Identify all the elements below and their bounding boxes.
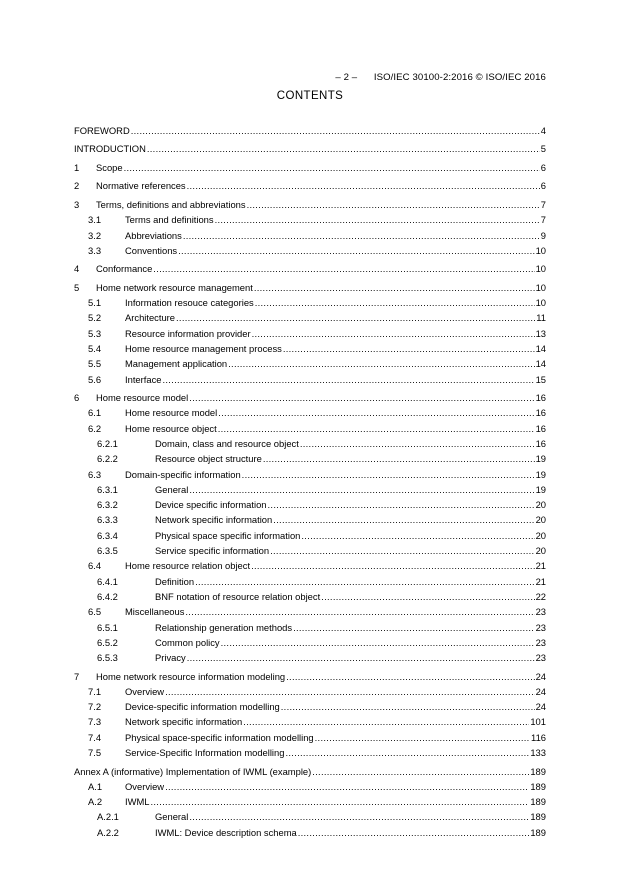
toc-entry-title: Home resource model bbox=[96, 392, 189, 404]
toc-entry[interactable] bbox=[74, 197, 546, 212]
dot-leader bbox=[187, 650, 535, 665]
toc-entry[interactable] bbox=[74, 543, 546, 558]
toc-entry[interactable] bbox=[74, 620, 546, 635]
toc-entry-page: 19 bbox=[535, 468, 546, 480]
toc-entry[interactable] bbox=[74, 512, 546, 527]
toc-entry-number: 6.1 bbox=[88, 407, 102, 419]
dot-leader bbox=[221, 635, 535, 650]
toc-entry[interactable] bbox=[74, 372, 546, 387]
toc-entry-page: 16 bbox=[535, 422, 546, 434]
toc-entry[interactable] bbox=[74, 699, 546, 714]
toc-entry-number: A.2.1 bbox=[97, 811, 119, 823]
toc-entry-page: 189 bbox=[530, 826, 546, 838]
toc-entry[interactable] bbox=[74, 794, 546, 809]
header-document-id: ISO/IEC 30100-2:2016 © ISO/IEC 2016 bbox=[373, 72, 546, 83]
dot-leader bbox=[242, 467, 535, 482]
toc-entry[interactable] bbox=[74, 243, 546, 258]
table-of-contents bbox=[74, 123, 546, 840]
toc-entry-page: 101 bbox=[530, 716, 546, 728]
toc-entry-page: 9 bbox=[540, 229, 546, 241]
toc-entry[interactable] bbox=[74, 436, 546, 451]
toc-entry-title: Conformance bbox=[96, 263, 153, 275]
toc-entry-number: 7.3 bbox=[88, 716, 102, 728]
toc-entry-page: 6 bbox=[540, 161, 546, 173]
toc-entry-title: Normative references bbox=[96, 180, 186, 192]
dot-leader bbox=[189, 390, 534, 405]
toc-entry-number: 5.5 bbox=[88, 358, 102, 370]
toc-entry-number: 6.3.2 bbox=[97, 499, 118, 511]
toc-entry[interactable] bbox=[74, 589, 546, 604]
dot-leader bbox=[300, 436, 535, 451]
toc-entry-number: A.2 bbox=[88, 796, 103, 808]
toc-entry-title: Domain-specific information bbox=[125, 468, 241, 480]
toc-entry-number: 3 bbox=[74, 198, 80, 210]
toc-entry[interactable] bbox=[74, 280, 546, 295]
dot-leader bbox=[218, 421, 535, 436]
toc-entry[interactable] bbox=[74, 528, 546, 543]
toc-entry-number: 6.3 bbox=[88, 468, 102, 480]
toc-entry-title: Annex A (informative) Implementation of IWML (example) bbox=[74, 765, 312, 777]
toc-entry[interactable] bbox=[74, 825, 546, 840]
toc-entry[interactable] bbox=[74, 650, 546, 665]
toc-entry[interactable] bbox=[74, 295, 546, 310]
toc-entry[interactable] bbox=[74, 497, 546, 512]
toc-entry-page: 10 bbox=[535, 297, 546, 309]
toc-entry-number: 5.4 bbox=[88, 342, 102, 354]
toc-entry-page: 21 bbox=[535, 560, 546, 572]
dot-leader bbox=[243, 714, 529, 729]
toc-entry-title: Service-Specific Information modelling bbox=[125, 747, 285, 759]
toc-entry-title: Network specific information bbox=[125, 716, 243, 728]
toc-entry[interactable] bbox=[74, 574, 546, 589]
toc-entry[interactable] bbox=[74, 160, 546, 175]
toc-entry-number: 6.4.1 bbox=[97, 575, 118, 587]
toc-entry-number: 6.3.1 bbox=[97, 483, 118, 495]
toc-entry-title: Terms, definitions and abbreviations bbox=[96, 198, 246, 210]
toc-entry-page: 15 bbox=[535, 373, 546, 385]
toc-entry[interactable] bbox=[74, 482, 546, 497]
dot-leader bbox=[285, 745, 529, 760]
toc-entry-title: Conventions bbox=[125, 244, 178, 256]
toc-entry-number: 5.1 bbox=[88, 297, 102, 309]
toc-entry-page: 23 bbox=[535, 606, 546, 618]
dot-leader bbox=[301, 528, 534, 543]
dot-leader bbox=[286, 669, 534, 684]
toc-entry-page: 4 bbox=[540, 125, 546, 136]
toc-entry[interactable] bbox=[74, 421, 546, 436]
dot-leader bbox=[255, 295, 535, 310]
dot-leader bbox=[147, 141, 540, 156]
toc-entry-title: Home resource object bbox=[125, 422, 217, 434]
dot-leader bbox=[228, 356, 534, 371]
toc-entry-title: Common policy bbox=[155, 636, 220, 648]
toc-entry[interactable] bbox=[74, 178, 546, 193]
toc-entry-title: Miscellaneous bbox=[125, 606, 185, 618]
toc-entry-page: 11 bbox=[536, 312, 546, 324]
toc-entry-page: 20 bbox=[535, 514, 546, 526]
toc-entry[interactable] bbox=[74, 310, 546, 325]
dot-leader bbox=[178, 243, 534, 258]
dot-leader bbox=[254, 280, 535, 295]
toc-entry-page: 133 bbox=[530, 747, 546, 759]
toc-entry-page: 21 bbox=[535, 575, 546, 587]
toc-entry-page: 7 bbox=[540, 214, 546, 226]
toc-entry-page: 20 bbox=[535, 499, 546, 511]
toc-entry-page: 5 bbox=[540, 143, 546, 155]
toc-entry[interactable] bbox=[74, 228, 546, 243]
toc-entry-number: 7.4 bbox=[88, 731, 102, 743]
toc-entry-page: 10 bbox=[535, 263, 546, 275]
toc-entry-title: Home network resource management bbox=[96, 281, 253, 293]
toc-entry-title: Overview bbox=[125, 780, 165, 792]
dot-leader bbox=[273, 512, 534, 527]
toc-entry-title: IWML: Device description schema bbox=[155, 826, 297, 838]
toc-entry-number: A.2.2 bbox=[97, 826, 119, 838]
toc-entry-title: Resource object structure bbox=[155, 453, 262, 465]
toc-entry[interactable] bbox=[74, 341, 546, 356]
toc-entry-page: 20 bbox=[535, 545, 546, 557]
toc-entry-title: General bbox=[155, 811, 189, 823]
toc-entry-number: 6.2.1 bbox=[97, 437, 118, 449]
toc-entry-page: 189 bbox=[530, 780, 546, 792]
dot-leader bbox=[189, 809, 529, 824]
toc-entry-number: 6.4.2 bbox=[97, 590, 118, 602]
toc-entry-title: Home resource relation object bbox=[125, 560, 251, 572]
toc-entry[interactable] bbox=[74, 809, 546, 824]
toc-entry-page: 16 bbox=[535, 407, 546, 419]
dot-leader bbox=[131, 123, 540, 138]
toc-entry-page: 13 bbox=[535, 327, 546, 339]
toc-entry-title: Definition bbox=[155, 575, 195, 587]
toc-entry-page: 14 bbox=[535, 358, 546, 370]
toc-entry-page: 14 bbox=[535, 342, 546, 354]
toc-entry-page: 19 bbox=[535, 483, 546, 495]
toc-entry-number: 6.2 bbox=[88, 422, 102, 434]
dot-leader bbox=[185, 604, 534, 619]
toc-entry-number: 6.5.1 bbox=[97, 621, 118, 633]
toc-entry-number: 6.5.2 bbox=[97, 636, 118, 648]
toc-entry[interactable] bbox=[74, 467, 546, 482]
toc-entry-page: 189 bbox=[530, 811, 546, 823]
toc-entry-number: 5.3 bbox=[88, 327, 102, 339]
toc-entry-page: 24 bbox=[535, 685, 546, 697]
toc-entry-page: 24 bbox=[535, 670, 546, 682]
toc-entry-page: 23 bbox=[535, 636, 546, 648]
dot-leader bbox=[124, 160, 540, 175]
toc-entry-title: Device-specific information modelling bbox=[125, 701, 280, 713]
toc-entry-title: Service specific information bbox=[155, 545, 270, 557]
toc-entry[interactable] bbox=[74, 684, 546, 699]
toc-entry-page: 189 bbox=[530, 765, 546, 777]
toc-entry-number: 7.2 bbox=[88, 701, 102, 713]
dot-leader bbox=[315, 730, 530, 745]
toc-entry-number: 6.4 bbox=[88, 560, 102, 572]
toc-entry-page: 19 bbox=[535, 453, 546, 465]
toc-entry-title: Terms and definitions bbox=[125, 214, 214, 226]
dot-leader bbox=[195, 574, 534, 589]
toc-entry-title: Network specific information bbox=[155, 514, 273, 526]
toc-entry[interactable] bbox=[74, 390, 546, 405]
toc-entry[interactable] bbox=[74, 212, 546, 227]
toc-entry-page: 24 bbox=[535, 701, 546, 713]
toc-entry-title: Home resource management process bbox=[125, 342, 282, 354]
toc-entry[interactable] bbox=[74, 745, 546, 760]
toc-entry-number: 3.2 bbox=[88, 229, 102, 241]
toc-entry-title: Device specific information bbox=[155, 499, 267, 511]
toc-entry[interactable] bbox=[74, 451, 546, 466]
toc-entry-page: 189 bbox=[530, 796, 546, 808]
header-page-number: – 2 – bbox=[335, 72, 358, 83]
toc-entry[interactable] bbox=[74, 326, 546, 341]
toc-entry-title: FOREWORD bbox=[74, 125, 130, 136]
dot-leader bbox=[150, 794, 529, 809]
dot-leader bbox=[165, 684, 534, 699]
toc-entry[interactable] bbox=[74, 356, 546, 371]
toc-entry[interactable] bbox=[74, 604, 546, 619]
toc-entry[interactable] bbox=[74, 764, 546, 779]
toc-entry-title: Overview bbox=[125, 685, 165, 697]
toc-entry-title: Home network resource information modeling bbox=[96, 670, 286, 682]
dot-leader bbox=[251, 558, 535, 573]
toc-entry-page: 16 bbox=[535, 437, 546, 449]
toc-entry-page: 23 bbox=[535, 652, 546, 664]
toc-entry-number: 1 bbox=[74, 161, 80, 173]
toc-entry-title: General bbox=[155, 483, 189, 495]
dot-leader bbox=[187, 178, 540, 193]
toc-entry-number: 6.3.5 bbox=[97, 545, 118, 557]
toc-entry[interactable] bbox=[74, 779, 546, 794]
dot-leader bbox=[263, 451, 535, 466]
toc-entry[interactable] bbox=[74, 141, 546, 156]
dot-leader bbox=[153, 261, 534, 276]
toc-entry-title: BNF notation of resource relation object bbox=[155, 590, 321, 602]
toc-entry-number: 6.3.3 bbox=[97, 514, 118, 526]
dot-leader bbox=[268, 497, 535, 512]
dot-leader bbox=[281, 699, 535, 714]
toc-entry-page: 6 bbox=[540, 180, 546, 192]
dot-leader bbox=[312, 764, 529, 779]
toc-entry-number: 6.5.3 bbox=[97, 652, 118, 664]
toc-entry-number: 6.2.2 bbox=[97, 453, 118, 465]
toc-entry-number: 5 bbox=[74, 281, 80, 293]
toc-entry-number: 5.6 bbox=[88, 373, 102, 385]
toc-entry-number: 2 bbox=[74, 180, 80, 192]
dot-leader bbox=[215, 212, 540, 227]
toc-entry[interactable] bbox=[74, 730, 546, 745]
toc-entry-number: 7.5 bbox=[88, 747, 102, 759]
toc-entry-number: 6 bbox=[74, 392, 80, 404]
dot-leader bbox=[298, 825, 530, 840]
toc-entry-number: A.1 bbox=[88, 780, 103, 792]
toc-entry-page: 10 bbox=[535, 281, 546, 293]
toc-entry-page: 20 bbox=[535, 529, 546, 541]
toc-entry-title: Management application bbox=[125, 358, 228, 370]
toc-entry[interactable] bbox=[74, 261, 546, 276]
dot-leader bbox=[247, 197, 540, 212]
toc-entry-title: Relationship generation methods bbox=[155, 621, 293, 633]
dot-leader bbox=[183, 228, 540, 243]
dot-leader bbox=[283, 341, 535, 356]
dot-leader bbox=[176, 310, 535, 325]
toc-entry-page: 10 bbox=[535, 244, 546, 256]
toc-entry-number: 5.2 bbox=[88, 312, 102, 324]
toc-entry[interactable] bbox=[74, 123, 546, 138]
toc-entry-title: Resource information provider bbox=[125, 327, 251, 339]
toc-entry[interactable] bbox=[74, 669, 546, 684]
toc-entry-number: 3.3 bbox=[88, 244, 102, 256]
toc-entry-title: Scope bbox=[96, 161, 123, 173]
dot-leader bbox=[189, 482, 534, 497]
dot-leader bbox=[321, 589, 534, 604]
dot-leader bbox=[252, 326, 535, 341]
dot-leader bbox=[162, 372, 534, 387]
toc-entry-page: 23 bbox=[535, 621, 546, 633]
toc-entry-number: 4 bbox=[74, 263, 80, 275]
toc-entry-title: Architecture bbox=[125, 312, 176, 324]
toc-entry-page: 22 bbox=[535, 590, 546, 602]
toc-entry-title: Abbreviations bbox=[125, 229, 182, 241]
toc-entry-page: 116 bbox=[531, 731, 546, 743]
toc-entry[interactable] bbox=[74, 558, 546, 573]
dot-leader bbox=[293, 620, 534, 635]
toc-entry-title: Home resource model bbox=[125, 407, 218, 419]
toc-entry-number: 7 bbox=[74, 670, 80, 682]
toc-entry-title: Physical space-specific information modelling bbox=[125, 731, 314, 743]
dot-leader bbox=[165, 779, 529, 794]
dot-leader bbox=[270, 543, 534, 558]
toc-entry-number: 6.5 bbox=[88, 606, 102, 618]
toc-entry[interactable] bbox=[74, 714, 546, 729]
toc-entry[interactable] bbox=[74, 635, 546, 650]
toc-entry-title: IWML bbox=[125, 796, 150, 808]
dot-leader bbox=[218, 405, 534, 420]
toc-entry-title: Information resouce categories bbox=[125, 297, 254, 309]
toc-entry[interactable] bbox=[74, 405, 546, 420]
toc-entry-number: 7.1 bbox=[88, 685, 102, 697]
toc-entry-title: Privacy bbox=[155, 652, 186, 664]
toc-entry-number: 6.3.4 bbox=[97, 529, 118, 541]
toc-entry-title: Domain, class and resource object bbox=[155, 437, 299, 449]
toc-entry-page: 7 bbox=[540, 198, 546, 210]
toc-entry-title: Interface bbox=[125, 373, 162, 385]
page-header bbox=[330, 61, 546, 83]
contents-title: CONTENTS bbox=[276, 90, 344, 102]
toc-entry-title: Physical space specific information bbox=[155, 529, 301, 541]
toc-entry-number: 3.1 bbox=[88, 214, 102, 226]
toc-entry-title: INTRODUCTION bbox=[74, 143, 146, 155]
toc-entry-page: 16 bbox=[535, 392, 546, 404]
